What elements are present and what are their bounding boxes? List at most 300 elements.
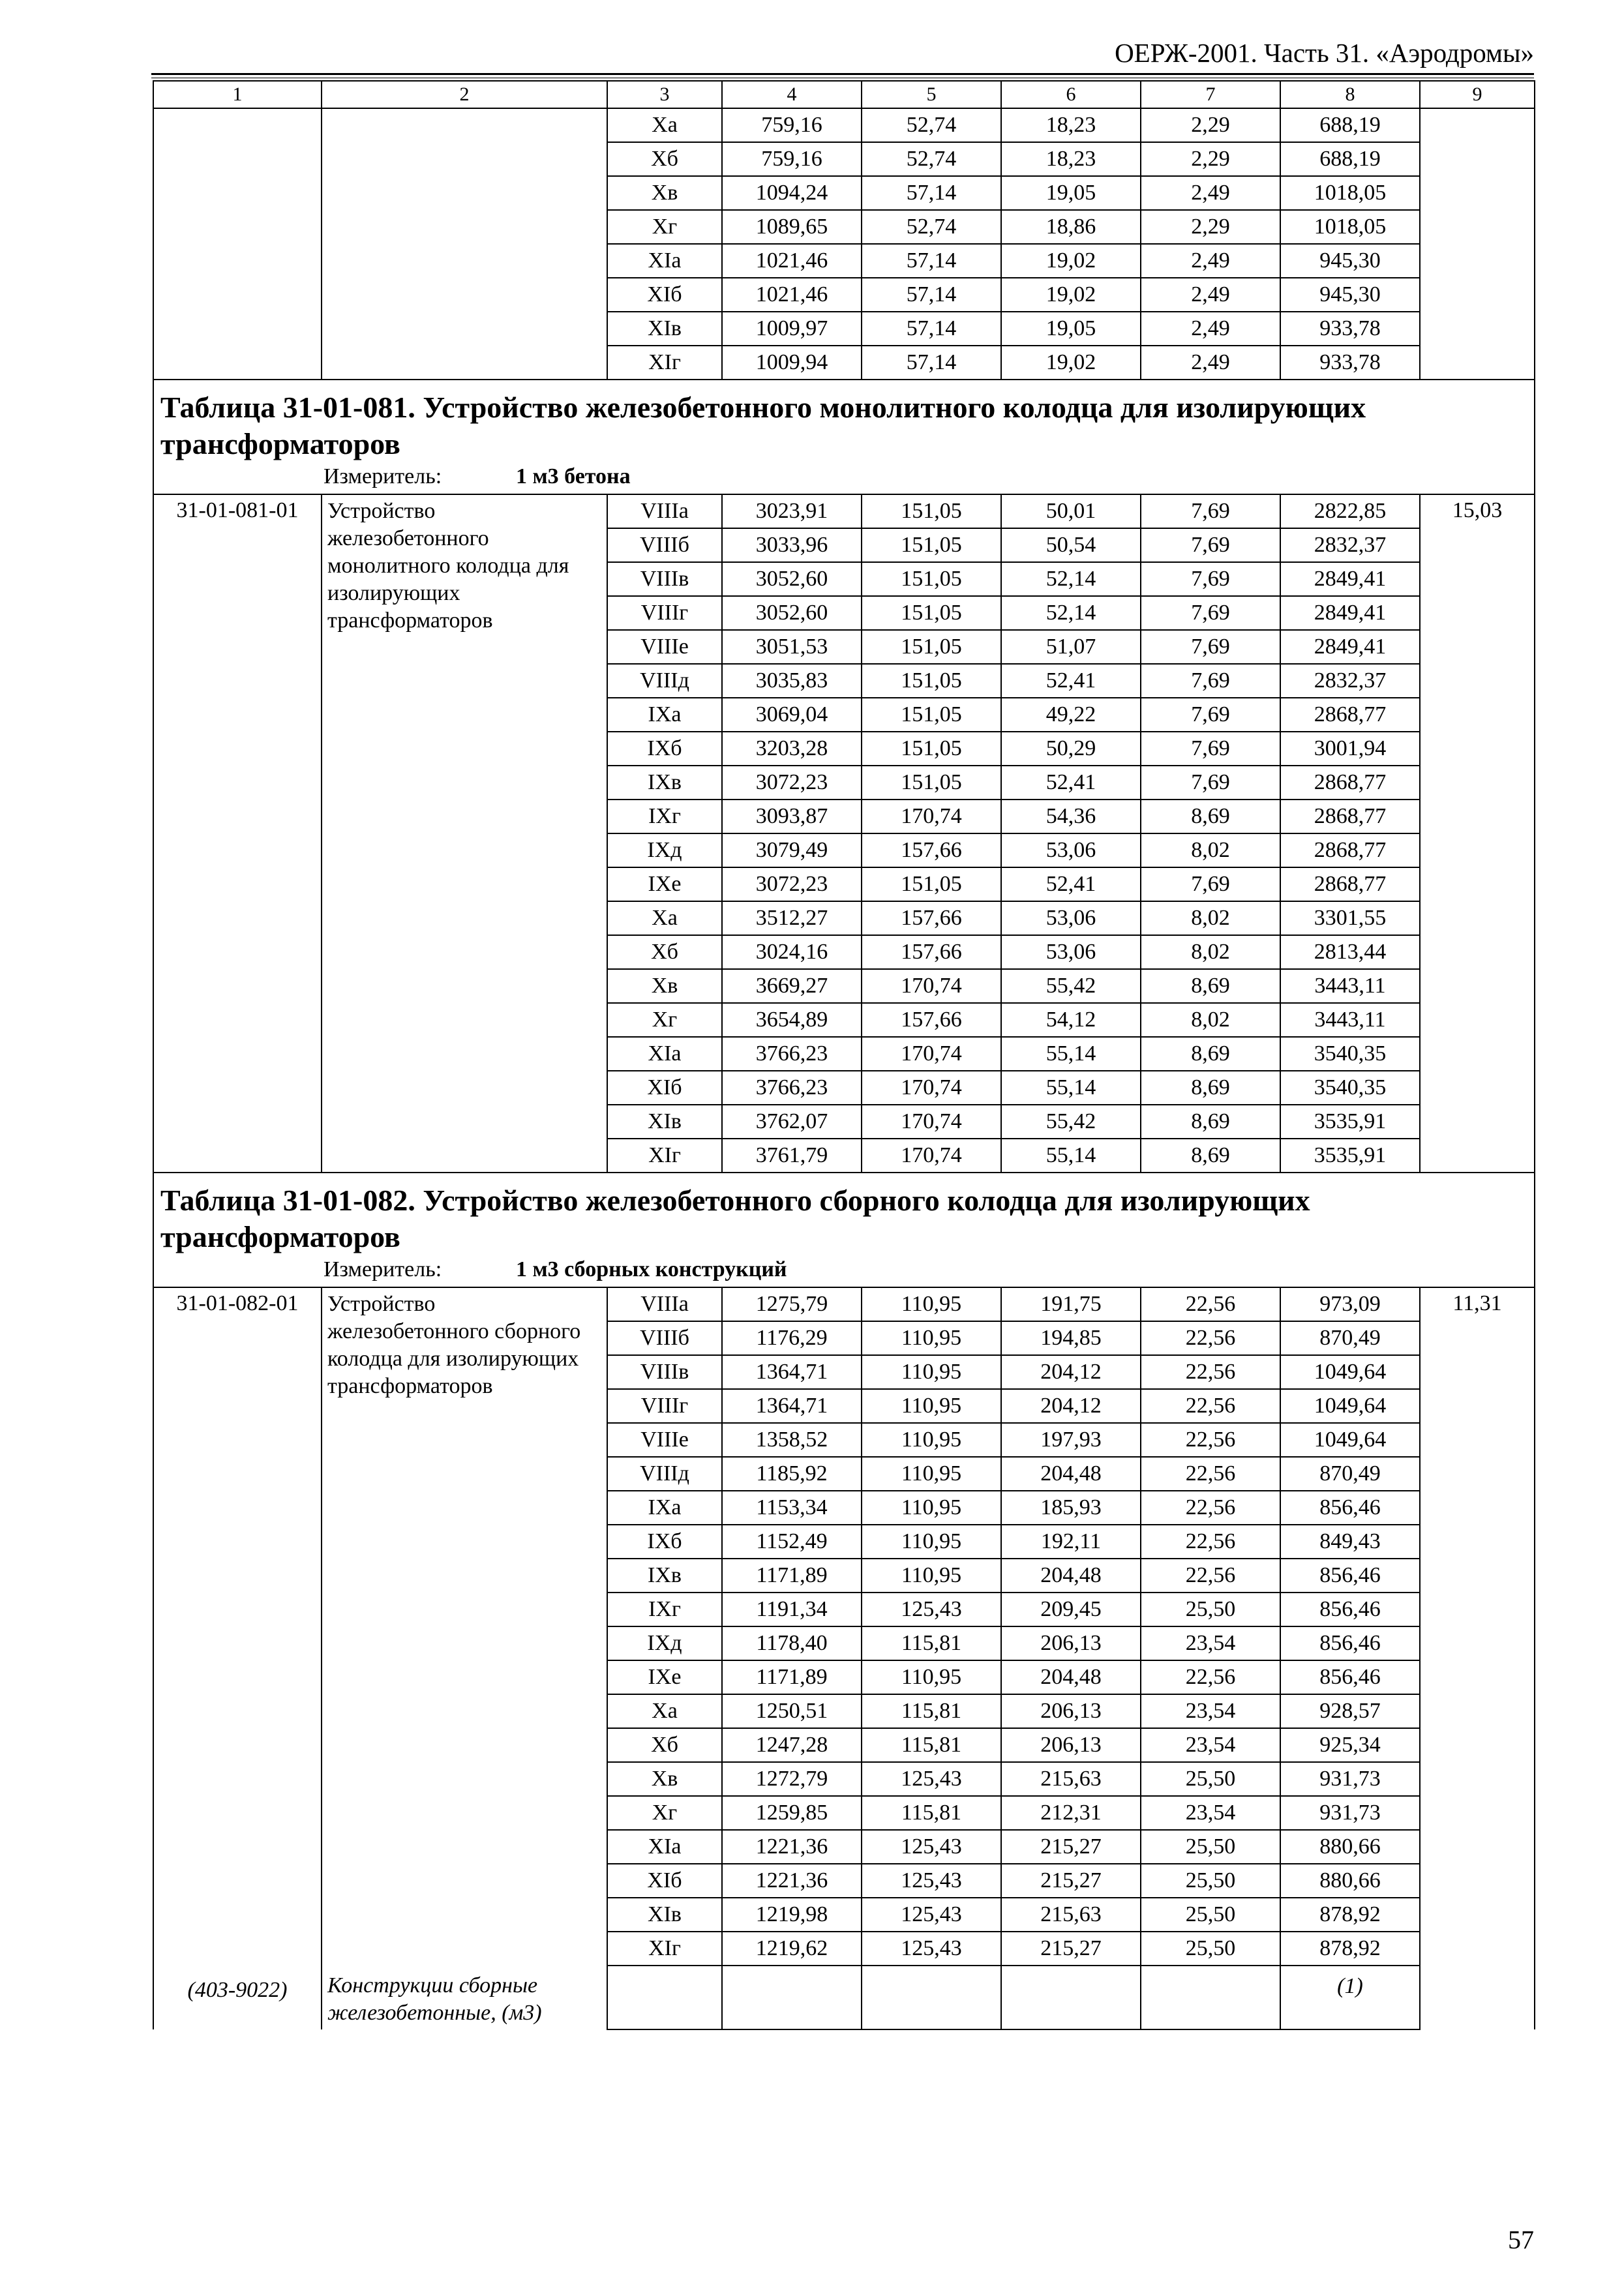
value-cell: 151,05 (862, 596, 1001, 630)
value-cell: 22,56 (1141, 1559, 1280, 1593)
footnote-quantity-cell: (1) (1280, 1966, 1420, 2029)
value-cell: 2868,77 (1280, 867, 1420, 901)
value-cell: 1009,97 (722, 312, 862, 346)
value-cell: 3035,83 (722, 664, 862, 698)
value-cell: 8,02 (1141, 1003, 1280, 1037)
value-cell: 151,05 (862, 732, 1001, 766)
value-cell: 151,05 (862, 562, 1001, 596)
meter-line (160, 1257, 1529, 1283)
value-cell: 3443,11 (1280, 1003, 1420, 1037)
value-cell: 3033,96 (722, 528, 862, 562)
value-cell: 52,74 (862, 108, 1001, 142)
zone-cell: VIIIб (607, 1321, 722, 1355)
zone-cell: IXг (607, 800, 722, 833)
value-cell: 7,69 (1141, 528, 1280, 562)
value-cell: 856,46 (1280, 1626, 1420, 1660)
value-cell: 2868,77 (1280, 800, 1420, 833)
zone-cell: IXв (607, 1559, 722, 1593)
value-cell: 18,86 (1001, 210, 1141, 244)
value-cell: 8,02 (1141, 935, 1280, 969)
value-cell: 215,27 (1001, 1932, 1141, 1966)
value-cell: 151,05 (862, 630, 1001, 664)
zone-cell: VIIIe (607, 1423, 722, 1457)
value-cell: 115,81 (862, 1626, 1001, 1660)
value-cell: 3203,28 (722, 732, 862, 766)
zone-cell: VIIIг (607, 596, 722, 630)
value-cell: 8,69 (1141, 1139, 1280, 1173)
value-cell: 3540,35 (1280, 1037, 1420, 1071)
value-cell: 856,46 (1280, 1559, 1420, 1593)
table-row (153, 108, 1535, 142)
zone-cell: VIIIд (607, 664, 722, 698)
value-cell: 191,75 (1001, 1287, 1141, 1321)
zone-cell: IXa (607, 1491, 722, 1525)
value-cell: 3069,04 (722, 698, 862, 732)
zone-cell: Xв (607, 176, 722, 210)
value-cell: 215,63 (1001, 1898, 1141, 1932)
value-cell: 151,05 (862, 664, 1001, 698)
value-cell: 22,56 (1141, 1389, 1280, 1423)
value-cell: 115,81 (862, 1796, 1001, 1830)
value-cell: 25,50 (1141, 1898, 1280, 1932)
value-cell: 151,05 (862, 528, 1001, 562)
value-cell: 157,66 (862, 901, 1001, 935)
value-cell: 57,14 (862, 346, 1001, 380)
value-cell: 110,95 (862, 1423, 1001, 1457)
value-cell: 52,41 (1001, 664, 1141, 698)
value-cell: 55,14 (1001, 1139, 1141, 1173)
page-header: ОЕРЖ-2001. Часть 31. «Аэродромы» (1115, 38, 1534, 68)
meter-line (160, 464, 1529, 490)
value-cell: 23,54 (1141, 1626, 1280, 1660)
value-cell: 928,57 (1280, 1694, 1420, 1728)
value-cell: 157,66 (862, 1003, 1001, 1037)
column-number-row (153, 81, 1535, 108)
table-row (153, 1287, 1535, 1321)
value-cell: 759,16 (722, 142, 862, 176)
value-cell: 856,46 (1280, 1660, 1420, 1694)
value-cell: 22,56 (1141, 1660, 1280, 1694)
table-title: Таблица 31-01-082. Устройство железобетонного сборного колодца для изолирующих трансформаторов (160, 1184, 1310, 1253)
rate-code-cell (153, 1287, 322, 2029)
value-cell: 1094,24 (722, 176, 862, 210)
value-cell: 25,50 (1141, 1830, 1280, 1864)
value-cell: 7,69 (1141, 766, 1280, 800)
empty-cell (1141, 1966, 1280, 2029)
column-number-cell: 8 (1280, 81, 1420, 108)
value-cell: 1009,94 (722, 346, 862, 380)
zone-cell: Xб (607, 1728, 722, 1762)
value-cell: 52,41 (1001, 766, 1141, 800)
value-cell: 8,69 (1141, 1105, 1280, 1139)
value-cell: 1275,79 (722, 1287, 862, 1321)
zone-cell: VIIIг (607, 1389, 722, 1423)
value-cell: 1364,71 (722, 1389, 862, 1423)
value-cell: 170,74 (862, 969, 1001, 1003)
column-number-cell: 7 (1141, 81, 1280, 108)
value-cell: 110,95 (862, 1457, 1001, 1491)
value-cell: 1259,85 (722, 1796, 862, 1830)
value-cell: 931,73 (1280, 1762, 1420, 1796)
value-cell: 57,14 (862, 278, 1001, 312)
value-cell: 50,01 (1001, 494, 1141, 528)
value-cell: 125,43 (862, 1830, 1001, 1864)
labor-cost-cell: 15,03 (1420, 494, 1535, 1173)
value-cell: 8,69 (1141, 969, 1280, 1003)
table-body (153, 81, 1535, 2029)
zone-cell: Xв (607, 969, 722, 1003)
value-cell: 170,74 (862, 1139, 1001, 1173)
value-cell: 8,02 (1141, 833, 1280, 867)
zone-cell: XIб (607, 1864, 722, 1898)
value-cell: 2,29 (1141, 142, 1280, 176)
value-cell: 2,29 (1141, 108, 1280, 142)
price-table (153, 80, 1535, 2030)
value-cell: 688,19 (1280, 108, 1420, 142)
value-cell: 2868,77 (1280, 766, 1420, 800)
empty-cell (607, 1966, 722, 2029)
zone-cell: Xг (607, 1003, 722, 1037)
column-number-cell: 4 (722, 81, 862, 108)
value-cell: 878,92 (1280, 1932, 1420, 1966)
value-cell: 157,66 (862, 935, 1001, 969)
value-cell: 1021,46 (722, 244, 862, 278)
value-cell: 7,69 (1141, 494, 1280, 528)
value-cell: 3079,49 (722, 833, 862, 867)
value-cell: 54,36 (1001, 800, 1141, 833)
zone-cell: Xг (607, 1796, 722, 1830)
value-cell: 933,78 (1280, 312, 1420, 346)
empty-cell (862, 1966, 1001, 2029)
zone-cell: IXa (607, 698, 722, 732)
footnote-code: (403-9022) (187, 1978, 288, 2002)
meter-label: Измеритель: (323, 1257, 442, 1281)
footnote-description: Конструкции сборные железобетонные, (м3) (327, 1973, 542, 2025)
meter-unit: 1 м3 сборных конструкций (516, 1257, 787, 1281)
value-cell: 3762,07 (722, 1105, 862, 1139)
value-cell: 688,19 (1280, 142, 1420, 176)
value-cell: 3024,16 (722, 935, 862, 969)
value-cell: 110,95 (862, 1355, 1001, 1389)
value-cell: 856,46 (1280, 1491, 1420, 1525)
table-title-cell (153, 1173, 1535, 1287)
value-cell: 3669,27 (722, 969, 862, 1003)
value-cell: 22,56 (1141, 1423, 1280, 1457)
zone-cell: XIв (607, 312, 722, 346)
value-cell: 3443,11 (1280, 969, 1420, 1003)
zone-cell: XIг (607, 346, 722, 380)
value-cell: 25,50 (1141, 1593, 1280, 1626)
value-cell: 192,11 (1001, 1525, 1141, 1559)
zone-cell: Xв (607, 1762, 722, 1796)
value-cell: 1152,49 (722, 1525, 862, 1559)
value-cell: 54,12 (1001, 1003, 1141, 1037)
zone-cell: Xб (607, 935, 722, 969)
value-cell: 55,14 (1001, 1071, 1141, 1105)
value-cell: 1153,34 (722, 1491, 862, 1525)
value-cell: 110,95 (862, 1287, 1001, 1321)
value-cell: 3761,79 (722, 1139, 862, 1173)
value-cell: 7,69 (1141, 596, 1280, 630)
value-cell: 1171,89 (722, 1660, 862, 1694)
value-cell: 1018,05 (1280, 176, 1420, 210)
value-cell: 19,02 (1001, 346, 1141, 380)
value-cell: 759,16 (722, 108, 862, 142)
value-cell: 2,49 (1141, 312, 1280, 346)
value-cell: 22,56 (1141, 1287, 1280, 1321)
value-cell: 2868,77 (1280, 698, 1420, 732)
zone-cell: IXe (607, 1660, 722, 1694)
value-cell: 125,43 (862, 1762, 1001, 1796)
value-cell: 206,13 (1001, 1626, 1141, 1660)
value-cell: 206,13 (1001, 1728, 1141, 1762)
value-cell: 880,66 (1280, 1864, 1420, 1898)
value-cell: 2813,44 (1280, 935, 1420, 969)
value-cell: 125,43 (862, 1898, 1001, 1932)
value-cell: 2822,85 (1280, 494, 1420, 528)
value-cell: 7,69 (1141, 664, 1280, 698)
value-cell: 945,30 (1280, 278, 1420, 312)
value-cell: 52,14 (1001, 562, 1141, 596)
value-cell: 50,54 (1001, 528, 1141, 562)
value-cell: 2,49 (1141, 176, 1280, 210)
value-cell: 3540,35 (1280, 1071, 1420, 1105)
zone-cell: VIIIe (607, 630, 722, 664)
value-cell: 212,31 (1001, 1796, 1141, 1830)
empty-cell (722, 1966, 862, 2029)
value-cell: 19,05 (1001, 312, 1141, 346)
value-cell: 1018,05 (1280, 210, 1420, 244)
column-number-cell: 1 (153, 81, 322, 108)
value-cell: 50,29 (1001, 732, 1141, 766)
value-cell: 57,14 (862, 176, 1001, 210)
value-cell: 1358,52 (722, 1423, 862, 1457)
value-cell: 125,43 (862, 1864, 1001, 1898)
value-cell: 880,66 (1280, 1830, 1420, 1864)
zone-cell: Xa (607, 1694, 722, 1728)
value-cell: 115,81 (862, 1728, 1001, 1762)
zone-cell: Xa (607, 901, 722, 935)
value-cell: 1049,64 (1280, 1389, 1420, 1423)
value-cell: 18,23 (1001, 142, 1141, 176)
zone-cell: XIв (607, 1898, 722, 1932)
value-cell: 110,95 (862, 1660, 1001, 1694)
value-cell: 1221,36 (722, 1830, 862, 1864)
value-cell: 170,74 (862, 1071, 1001, 1105)
value-cell: 2832,37 (1280, 664, 1420, 698)
value-cell: 1178,40 (722, 1626, 862, 1660)
value-cell: 8,69 (1141, 1071, 1280, 1105)
rate-code-cell: 31-01-081-01 (153, 494, 322, 1173)
zone-cell: XIб (607, 278, 722, 312)
value-cell: 3766,23 (722, 1037, 862, 1071)
value-cell: 3535,91 (1280, 1105, 1420, 1139)
value-cell: 55,42 (1001, 969, 1141, 1003)
zone-cell: IXe (607, 867, 722, 901)
value-cell: 110,95 (862, 1525, 1001, 1559)
empty-cell (322, 108, 607, 380)
column-number-cell: 6 (1001, 81, 1141, 108)
value-cell: 51,07 (1001, 630, 1141, 664)
zone-cell: VIIIд (607, 1457, 722, 1491)
value-cell: 204,48 (1001, 1559, 1141, 1593)
value-cell: 52,74 (862, 142, 1001, 176)
value-cell: 3001,94 (1280, 732, 1420, 766)
value-cell: 870,49 (1280, 1321, 1420, 1355)
value-cell: 3052,60 (722, 562, 862, 596)
value-cell: 53,06 (1001, 901, 1141, 935)
value-cell: 22,56 (1141, 1457, 1280, 1491)
value-cell: 7,69 (1141, 562, 1280, 596)
value-cell: 1221,36 (722, 1864, 862, 1898)
value-cell: 7,69 (1141, 630, 1280, 664)
value-cell: 3766,23 (722, 1071, 862, 1105)
value-cell: 53,06 (1001, 935, 1141, 969)
zone-cell: VIIIб (607, 528, 722, 562)
value-cell: 185,93 (1001, 1491, 1141, 1525)
value-cell: 945,30 (1280, 244, 1420, 278)
value-cell: 151,05 (862, 698, 1001, 732)
value-cell: 7,69 (1141, 732, 1280, 766)
value-cell: 125,43 (862, 1593, 1001, 1626)
value-cell: 115,81 (862, 1694, 1001, 1728)
column-number-cell: 9 (1420, 81, 1535, 108)
value-cell: 215,27 (1001, 1830, 1141, 1864)
value-cell: 1272,79 (722, 1762, 862, 1796)
value-cell: 19,02 (1001, 244, 1141, 278)
column-number-cell: 3 (607, 81, 722, 108)
empty-cell (1420, 108, 1535, 380)
table-title-row (153, 380, 1535, 494)
value-cell: 2849,41 (1280, 562, 1420, 596)
value-cell: 57,14 (862, 312, 1001, 346)
value-cell: 53,06 (1001, 833, 1141, 867)
value-cell: 1049,64 (1280, 1423, 1420, 1457)
value-cell: 2,49 (1141, 278, 1280, 312)
value-cell: 1021,46 (722, 278, 862, 312)
value-cell: 23,54 (1141, 1694, 1280, 1728)
value-cell: 170,74 (862, 1105, 1001, 1139)
value-cell: 933,78 (1280, 346, 1420, 380)
zone-cell: IXб (607, 1525, 722, 1559)
value-cell: 52,74 (862, 210, 1001, 244)
value-cell: 22,56 (1141, 1355, 1280, 1389)
value-cell: 849,43 (1280, 1525, 1420, 1559)
zone-cell: XIa (607, 1830, 722, 1864)
table-title-cell (153, 380, 1535, 494)
zone-cell: Xa (607, 108, 722, 142)
value-cell: 49,22 (1001, 698, 1141, 732)
zone-cell: XIб (607, 1071, 722, 1105)
value-cell: 170,74 (862, 800, 1001, 833)
value-cell: 3023,91 (722, 494, 862, 528)
value-cell: 7,69 (1141, 867, 1280, 901)
value-cell: 925,34 (1280, 1728, 1420, 1762)
empty-cell (1001, 1966, 1141, 2029)
value-cell: 1364,71 (722, 1355, 862, 1389)
value-cell: 25,50 (1141, 1932, 1280, 1966)
value-cell: 2868,77 (1280, 833, 1420, 867)
value-cell: 170,74 (862, 1037, 1001, 1071)
value-cell: 204,48 (1001, 1660, 1141, 1694)
value-cell: 57,14 (862, 244, 1001, 278)
value-cell: 1176,29 (722, 1321, 862, 1355)
zone-cell: Xг (607, 210, 722, 244)
value-cell: 110,95 (862, 1559, 1001, 1593)
value-cell: 204,12 (1001, 1355, 1141, 1389)
value-cell: 1250,51 (722, 1694, 862, 1728)
value-cell: 197,93 (1001, 1423, 1141, 1457)
value-cell: 110,95 (862, 1491, 1001, 1525)
value-cell: 215,27 (1001, 1864, 1141, 1898)
value-cell: 125,43 (862, 1932, 1001, 1966)
value-cell: 2849,41 (1280, 630, 1420, 664)
value-cell: 52,14 (1001, 596, 1141, 630)
value-cell: 18,23 (1001, 108, 1141, 142)
value-cell: 25,50 (1141, 1762, 1280, 1796)
value-cell: 52,41 (1001, 867, 1141, 901)
value-cell: 3051,53 (722, 630, 862, 664)
value-cell: 3654,89 (722, 1003, 862, 1037)
value-cell: 2849,41 (1280, 596, 1420, 630)
zone-cell: XIa (607, 244, 722, 278)
value-cell: 1191,34 (722, 1593, 862, 1626)
value-cell: 25,50 (1141, 1864, 1280, 1898)
zone-cell: XIa (607, 1037, 722, 1071)
empty-cell (153, 108, 322, 380)
column-number-cell: 5 (862, 81, 1001, 108)
value-cell: 1219,98 (722, 1898, 862, 1932)
value-cell: 151,05 (862, 867, 1001, 901)
value-cell: 157,66 (862, 833, 1001, 867)
header-rule (151, 73, 1534, 75)
value-cell: 209,45 (1001, 1593, 1141, 1626)
value-cell: 878,92 (1280, 1898, 1420, 1932)
value-cell: 8,69 (1141, 800, 1280, 833)
table-title: Таблица 31-01-081. Устройство железобетонного монолитного колодца для изолирующих трансформаторов (160, 391, 1366, 460)
value-cell: 19,02 (1001, 278, 1141, 312)
value-cell: 110,95 (862, 1389, 1001, 1423)
value-cell: 3093,87 (722, 800, 862, 833)
value-cell: 3512,27 (722, 901, 862, 935)
value-cell: 931,73 (1280, 1796, 1420, 1830)
value-cell: 1171,89 (722, 1559, 862, 1593)
zone-cell: IXб (607, 732, 722, 766)
value-cell: 215,63 (1001, 1762, 1141, 1796)
value-cell: 204,12 (1001, 1389, 1141, 1423)
value-cell: 1185,92 (722, 1457, 862, 1491)
meter-unit: 1 м3 бетона (516, 464, 631, 488)
value-cell: 23,54 (1141, 1796, 1280, 1830)
value-cell: 22,56 (1141, 1491, 1280, 1525)
zone-cell: IXв (607, 766, 722, 800)
column-number-cell: 2 (322, 81, 607, 108)
value-cell: 194,85 (1001, 1321, 1141, 1355)
meter-label: Измеритель: (323, 464, 442, 488)
rate-description: Устройство железобетонного сборного колодца для изолирующих трансформаторов (327, 1292, 581, 1398)
value-cell: 973,09 (1280, 1287, 1420, 1321)
value-cell: 22,56 (1141, 1321, 1280, 1355)
value-cell: 151,05 (862, 494, 1001, 528)
value-cell: 1049,64 (1280, 1355, 1420, 1389)
value-cell: 1247,28 (722, 1728, 862, 1762)
zone-cell: Xб (607, 142, 722, 176)
value-cell: 3072,23 (722, 867, 862, 901)
labor-cost-cell: 11,31 (1420, 1287, 1535, 2029)
value-cell: 856,46 (1280, 1593, 1420, 1626)
value-cell: 206,13 (1001, 1694, 1141, 1728)
value-cell: 23,54 (1141, 1728, 1280, 1762)
